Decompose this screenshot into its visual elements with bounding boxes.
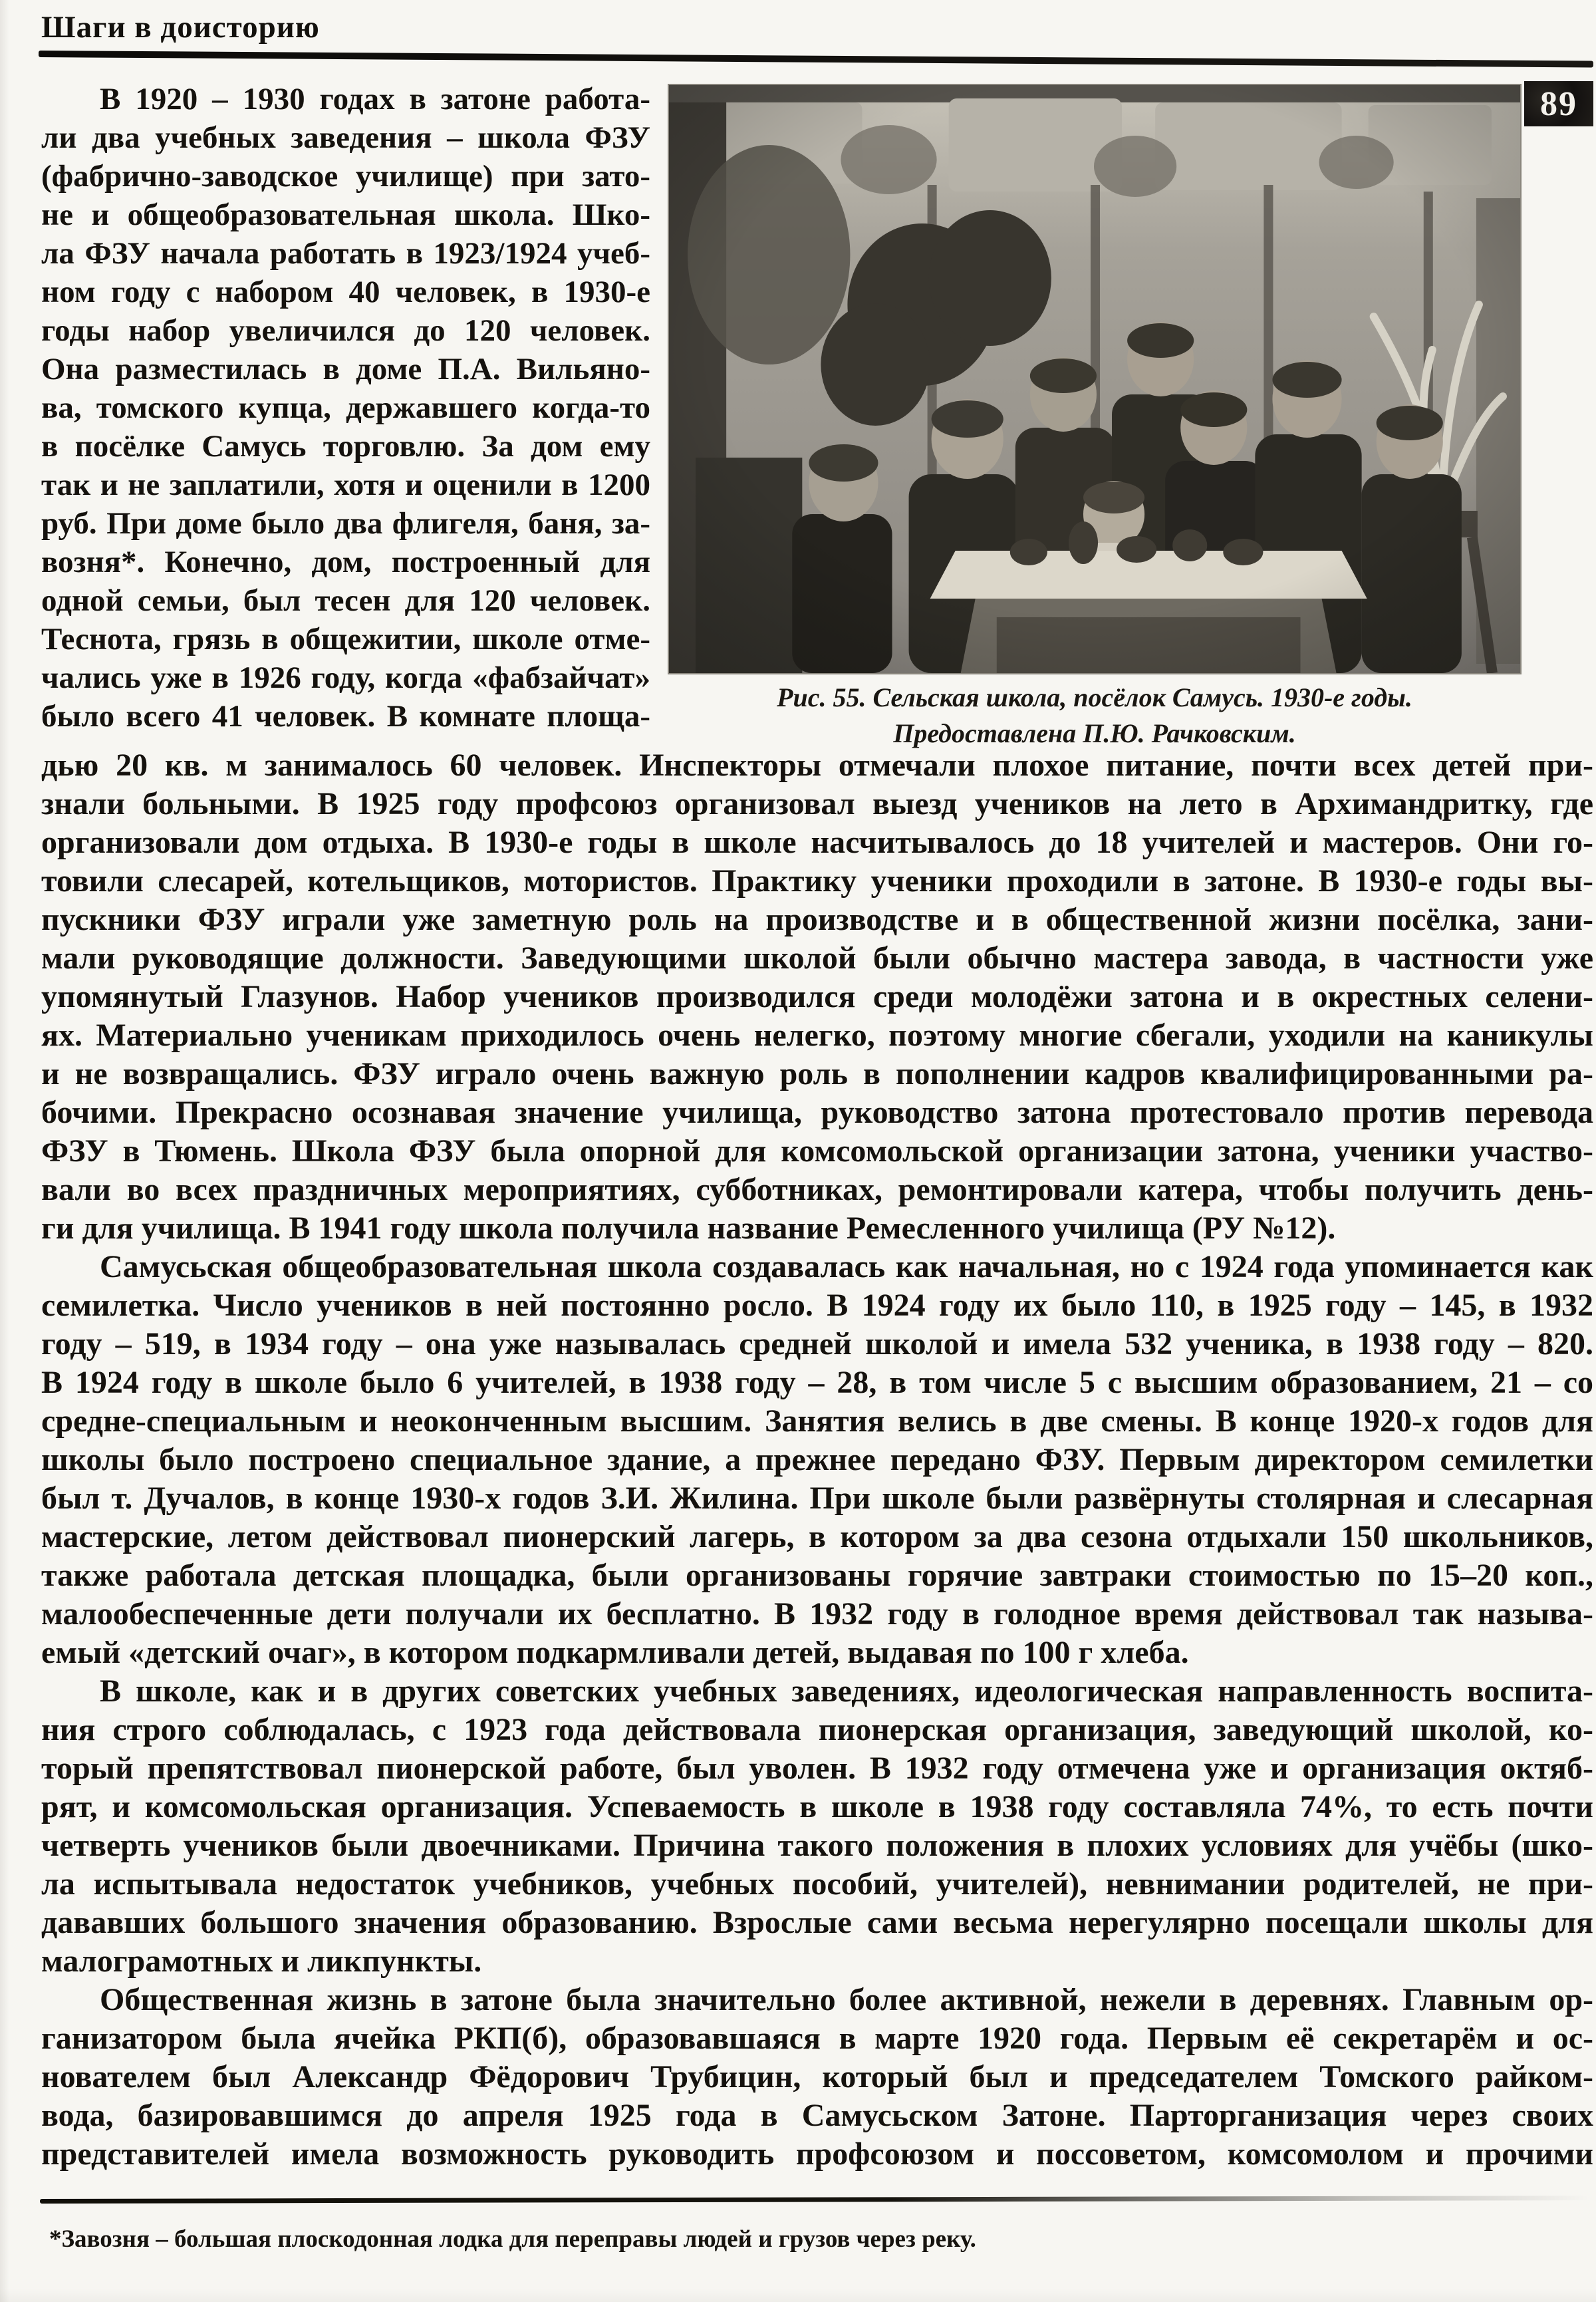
page-number-badge: 89 — [1524, 81, 1593, 126]
text-line: ва, томского купца, державшего когда-то — [41, 390, 650, 425]
text-line: чались уже в 1926 году, когда «фабзайчат» — [41, 660, 650, 695]
text-line: организовали дом отдыха. В 1930-е годы в школе насчитывалось до 18 учителей и мастеров. Они го- — [41, 825, 1593, 860]
header-rule — [39, 51, 1593, 68]
left-text-column — [41, 80, 650, 736]
text-line: представителей имела возможность руководить профсоюзом и поссоветом, комсомолом и прочими — [41, 2136, 1593, 2172]
text-line: ги для училища. В 1941 году школа получила название Ремесленного училища (РУ №12). — [41, 1211, 1336, 1246]
text-line: ли два учебных заведения – школа ФЗУ — [41, 120, 650, 155]
text-line: мастерские, летом действовал пионерский лагерь, в котором за два сезона отдыхали 150 школьников, — [41, 1519, 1593, 1554]
figure-caption-line1: Рис. 55. Сельская школа, посёлок Самусь. 1930-е годы. — [777, 682, 1412, 712]
text-line: дававших большого значения образованию. Взрослые сами весьма нерегулярно посещали школы для — [41, 1905, 1593, 1940]
text-line: руб. При доме было два флигеля, баня, за- — [41, 506, 650, 541]
figure-photo — [669, 85, 1520, 673]
text-line: товили слесарей, котельщиков, мотористов. Практику ученики проходили в затоне. В 1930-е годы вы- — [41, 863, 1593, 899]
text-line: не и общеобразовательная школа. Шко- — [41, 198, 650, 232]
text-line: семилетка. Число учеников в ней постоянно росло. В 1924 году их было 110, в 1925 году – 145, в 1932 — [41, 1288, 1593, 1323]
text-line: упомянутый Глазунов. Набор учеников производился среди молодёжи затона и в окрестных селени- — [41, 979, 1593, 1014]
text-line: ла испытывала недостаток учебников, учебных пособий, учителей), невнимании родителей, не при- — [41, 1866, 1593, 1902]
text-line: так и не заплатили, хотя и оценили в 1200 — [41, 468, 650, 502]
text-line: ния строго соблюдалась, с 1923 года действовала пионерская организация, заведующий школой, ко- — [41, 1712, 1593, 1747]
text-line: В 1924 году в школе было 6 учителей, в 1938 году – 28, в том числе 5 с высшим образованием, 21 – со — [41, 1365, 1593, 1400]
text-line: Она разместилась в доме П.А. Вильяно- — [41, 352, 650, 386]
text-line: малообеспеченные дети получали их бесплатно. В 1932 году в голодное время действовал так называ- — [41, 1596, 1593, 1632]
text-line: возня*. Конечно, дом, построенный для — [41, 545, 650, 579]
text-line: вали во всех праздничных мероприятиях, субботниках, ремонтировали катера, чтобы получить день- — [41, 1172, 1593, 1207]
text-line: ла ФЗУ начала работать в 1923/1924 учеб- — [41, 236, 650, 271]
text-line: нователем был Александр Фёдорович Трубицин, который был и председателем Томского райком- — [41, 2059, 1593, 2094]
text-line: Теснота, грязь в общежитии, школе отме- — [41, 622, 650, 656]
text-line: также работала детская площадка, были организованы горячие завтраки стоимостью по 15–20 коп., — [41, 1558, 1593, 1593]
text-line: был т. Дучалов, в конце 1930-х годов З.И. Жилина. При школе были развёрнуты столярная и слесарная — [41, 1481, 1593, 1516]
text-line: годы набор увеличился до 120 человек. — [41, 313, 650, 348]
school-photo-illustration — [669, 85, 1520, 673]
text-line: году – 519, в 1934 году – она уже называлась средней школой и имела 532 ученика, в 1938 году – 820. — [41, 1326, 1593, 1362]
text-line: дью 20 кв. м занималось 60 человек. Инспекторы отмечали плохое питание, почти всех детей при- — [41, 748, 1593, 783]
text-line: и не возвращались. ФЗУ играло очень важную роль в пополнении кадров квалифицированными ра- — [41, 1056, 1593, 1091]
text-line: средне-специальным и неоконченным высшим. Занятия велись в две смены. В конце 1920-х годов для — [41, 1403, 1593, 1439]
text-line: В 1920 – 1930 годах в затоне работа- — [100, 82, 650, 116]
text-line: ном году с набором 40 человек, в 1930-е — [41, 275, 650, 309]
running-head: Шаги в доисторию — [41, 10, 320, 45]
text-line: школы было построено специальное здание, а прежнее передано ФЗУ. Первым директором семилетки — [41, 1442, 1593, 1477]
text-line: Общественная жизнь в затоне была значительно более активной, нежели в деревнях. Главным ор- — [100, 1982, 1593, 2017]
text-line: знали больными. В 1925 году профсоюз организовал выезд учеников на лето в Архимандритку, где — [41, 786, 1593, 821]
text-line: в посёлке Самусь торговлю. За дом ему — [41, 429, 650, 464]
text-line: рят, и комсомольская организация. Успеваемость в школе в 1938 году составляла 74%, то есть почти — [41, 1789, 1593, 1824]
figure-caption — [669, 680, 1520, 752]
text-line: Самусьская общеобразовательная школа создавалась как начальная, но с 1924 года упоминается как — [100, 1249, 1593, 1284]
text-line: ганизатором была ячейка РКП(б), образовавшаяся в марте 1920 года. Первым её секретарём и ос- — [41, 2021, 1593, 2056]
text-line: четверть учеников были двоечниками. Причина такого положения в плохих условиях для учёбы (шко- — [41, 1828, 1593, 1863]
text-line: пускники ФЗУ играли уже заметную роль на производстве и в общественной жизни посёлка, зани- — [41, 902, 1593, 937]
text-line: вода, базировавшимся до апреля 1925 года в Самусьском Затоне. Парторганизация через своих — [41, 2098, 1593, 2133]
text-line: (фабрично-заводское училище) при зато- — [41, 159, 650, 194]
text-line: одной семьи, был тесен для 120 человек. — [41, 583, 650, 618]
text-line: торый препятствовал пионерской работе, был уволен. В 1932 году отмечена уже и организация октяб- — [41, 1751, 1593, 1786]
figure-caption-line2: Предоставлена П.Ю. Рачковским. — [893, 718, 1296, 748]
text-line: ФЗУ в Тюмень. Школа ФЗУ была опорной для комсомольской организации затона, ученики участво- — [41, 1133, 1593, 1169]
text-line: В школе, как и в других советских учебных заведениях, идеологическая направленность воспита- — [100, 1673, 1593, 1709]
text-line: мали руководящие должности. Заведующими школой были обычно мастера завода, в частности уже — [41, 940, 1593, 976]
footnote-rule — [40, 2196, 1589, 2204]
text-line: бочими. Прекрасно осознавая значение училища, руководство затона протестовало против перевода — [41, 1095, 1593, 1130]
text-line: ях. Материально ученикам приходилось очень нелегко, поэтому многие сбегали, уходили на каникулы — [41, 1018, 1593, 1053]
footnote-text: *Завозня – большая плоскодонная лодка для переправы людей и грузов через реку. — [49, 2226, 976, 2253]
main-text-block — [41, 746, 1593, 2174]
text-line: емый «детский очаг», в котором подкармливали детей, выдавая по 100 г хлеба. — [41, 1635, 1189, 1670]
text-line: было всего 41 человек. В комнате площа- — [41, 699, 650, 734]
text-line: малограмотных и ликпункты. — [41, 1943, 482, 1979]
